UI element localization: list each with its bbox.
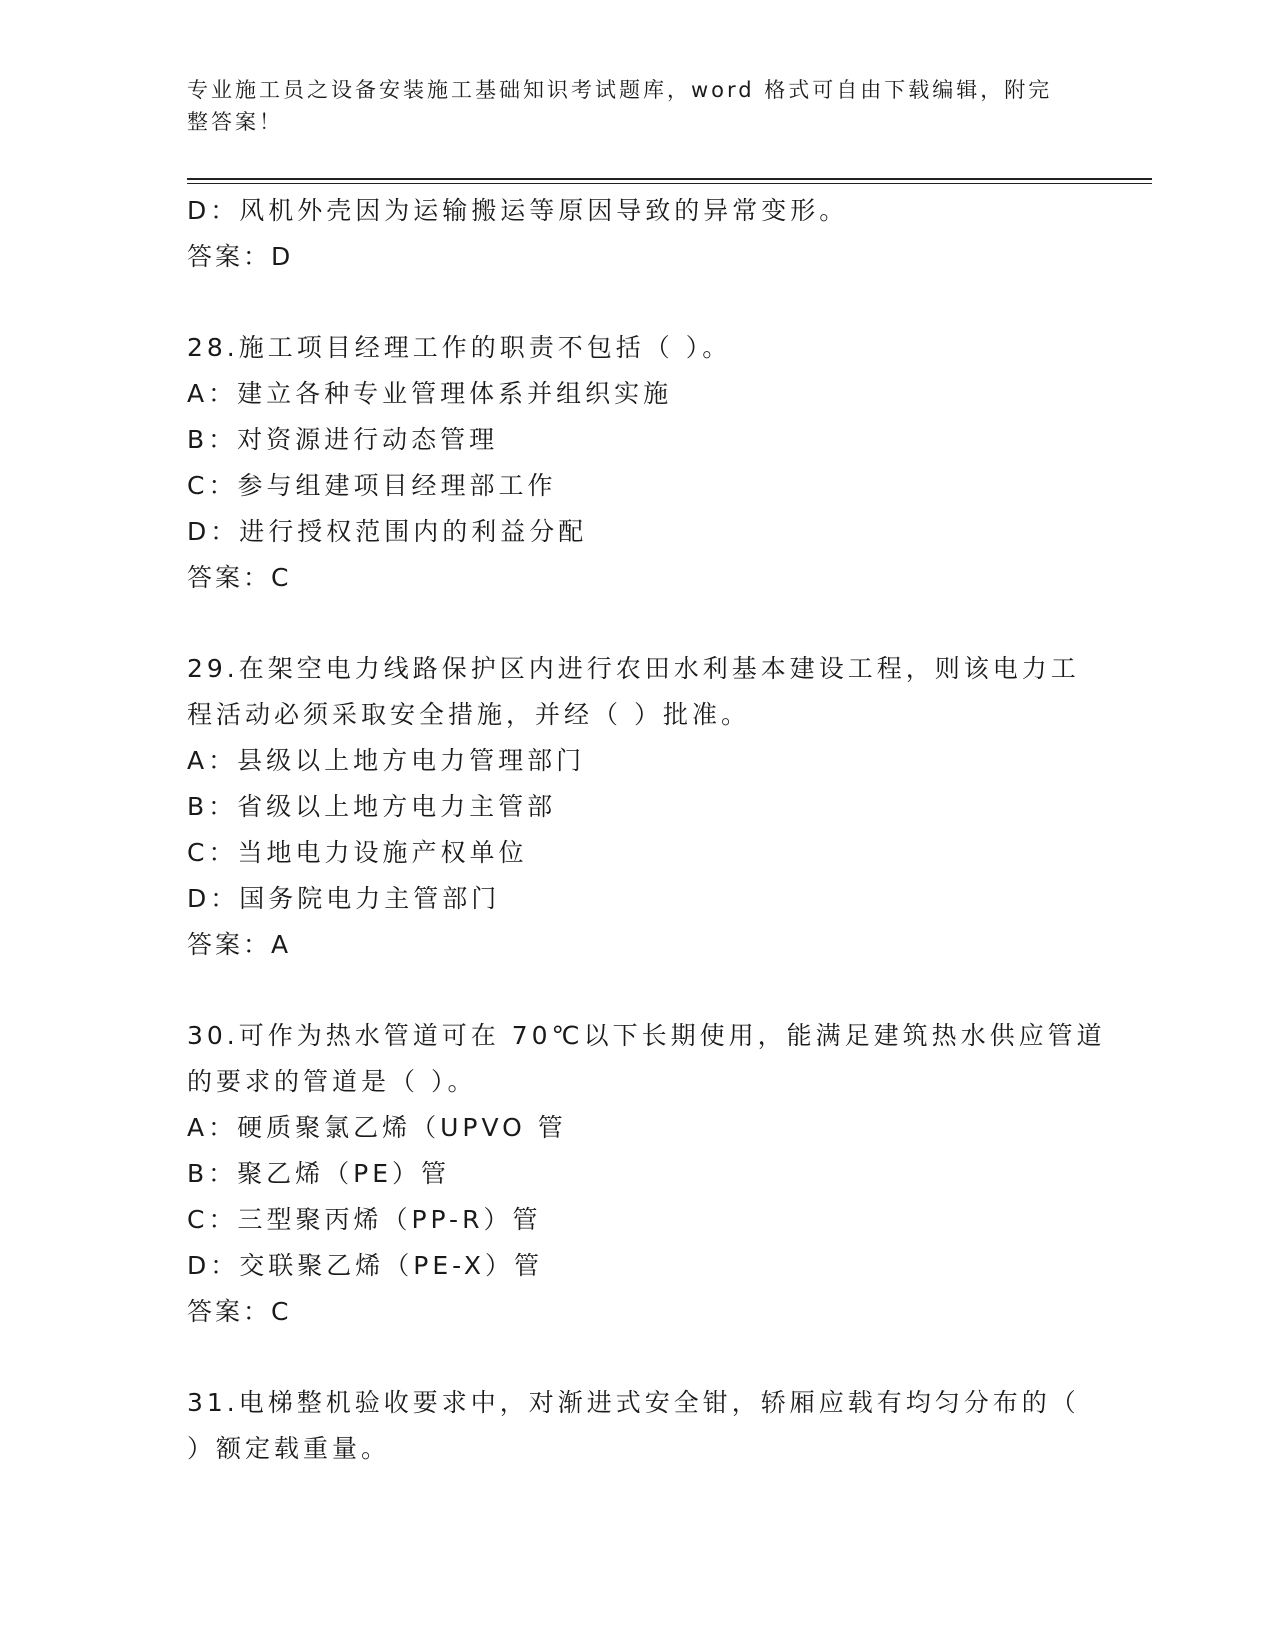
answer-line: 答案：C	[187, 563, 292, 592]
question-stem-line-2: 的要求的管道是（ ）。	[187, 1067, 477, 1096]
question-29	[187, 646, 1087, 968]
option-c: C：当地电力设施产权单位	[187, 838, 528, 867]
option-a: A：建立各种专业管理体系并组织实施	[187, 379, 673, 408]
answer-line: 答案：A	[187, 930, 292, 959]
question-list	[187, 188, 1106, 1472]
header-line-2: 整答案！	[187, 110, 283, 134]
question-stem-line-1: 29.在架空电力线路保护区内进行农田水利基本建设工程，则该电力工	[187, 654, 1080, 683]
option-c: C：参与组建项目经理部工作	[187, 471, 557, 500]
option-c: C：三型聚丙烯（PP-R）管	[187, 1205, 542, 1234]
question-stem: 28.施工项目经理工作的职责不包括（ ）。	[187, 333, 732, 362]
answer-line: 答案：C	[187, 1297, 292, 1326]
option-b: B：省级以上地方电力主管部	[187, 792, 557, 821]
document-header	[187, 74, 1077, 138]
question-28	[187, 325, 1087, 601]
option-d: D：进行授权范围内的利益分配	[187, 517, 588, 546]
option-b: B：对资源进行动态管理	[187, 425, 499, 454]
question-stem-line-2: 程活动必须采取安全措施，并经（ ）批准。	[187, 700, 750, 729]
spacer	[187, 968, 1087, 1013]
option-a: A：硬质聚氯乙烯（UPVO 管	[187, 1113, 567, 1142]
question-stem-line-1: 30.可作为热水管道可在 70℃以下长期使用，能满足建筑热水供应管道	[187, 1021, 1106, 1050]
spacer	[187, 1335, 1087, 1380]
spacer	[187, 280, 1087, 325]
option-d: D：风机外壳因为运输搬运等原因导致的异常变形。	[187, 196, 849, 225]
option-b: B：聚乙烯（PE）管	[187, 1159, 451, 1188]
previous-question-tail	[187, 188, 1087, 280]
question-stem-line-2: ）额定载重量。	[187, 1434, 391, 1463]
option-d: D：交联聚乙烯（PE-X）管	[187, 1251, 544, 1280]
header-rule-thick	[187, 178, 1152, 180]
spacer	[187, 601, 1087, 646]
option-a: A：县级以上地方电力管理部门	[187, 746, 586, 775]
question-30	[187, 1013, 1106, 1335]
header-line-1: 专业施工员之设备安装施工基础知识考试题库，word 格式可自由下载编辑，附完	[187, 78, 1053, 102]
question-31	[187, 1380, 1087, 1472]
question-stem-line-1: 31.电梯整机验收要求中，对渐进式安全钳，轿厢应载有均匀分布的（	[187, 1388, 1080, 1417]
option-d: D：国务院电力主管部门	[187, 884, 501, 913]
header-rule-thin	[187, 183, 1152, 184]
answer-line: 答案：D	[187, 242, 294, 271]
